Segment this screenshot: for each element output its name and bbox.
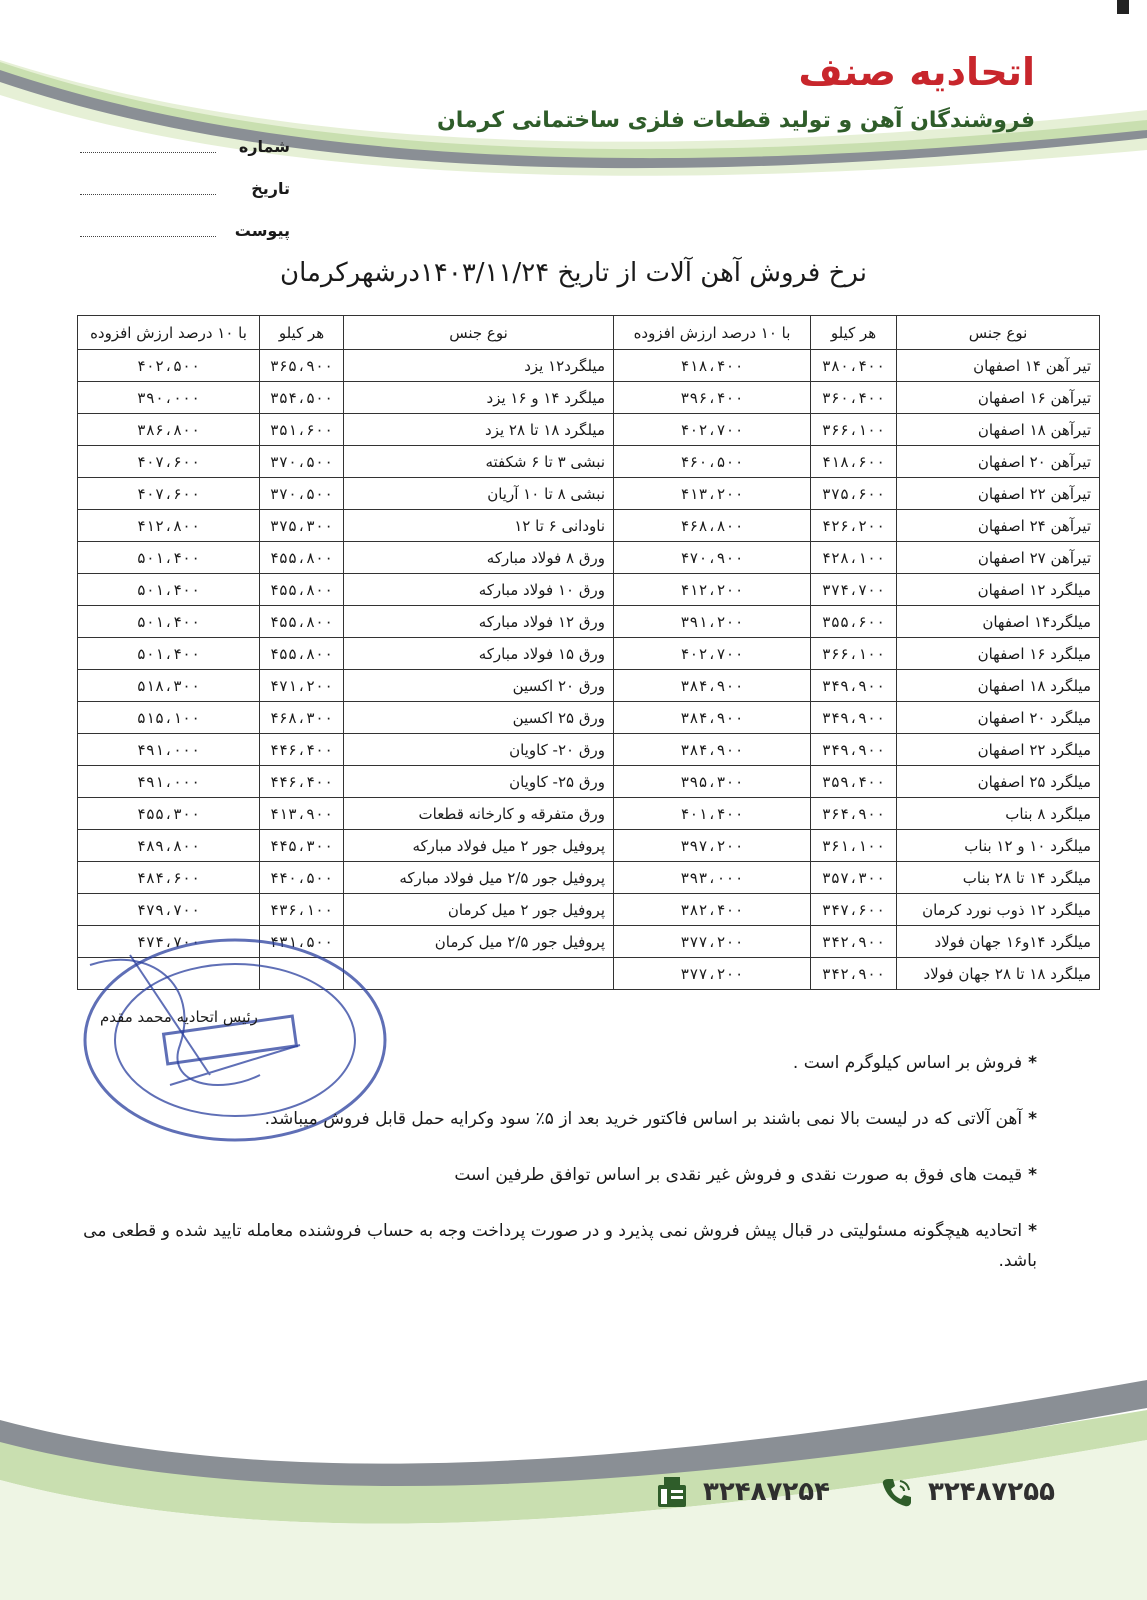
item-name-left: ورق ۲۰- کاویان [344,734,614,766]
col-header-type-right: نوع جنس [897,316,1100,350]
price-per-kilo-right: ۳۴۹،۹۰۰ [811,702,897,734]
price-with-vat-left: ۵۱۸،۳۰۰ [78,670,260,702]
table-row [78,702,1100,734]
item-name-left: پروفیل جور ۲/۵ میل کرمان [344,926,614,958]
signer-name: رئیس اتحادیه محمد مقدم [100,1008,258,1026]
header-swoosh [0,0,1147,200]
price-with-vat-left: ۴۹۱،۰۰۰ [78,734,260,766]
item-name-left: میلگرد۱۲ یزد [344,350,614,382]
col-header-type-left: نوع جنس [344,316,614,350]
date-label: تاریخ [251,178,290,198]
item-name-right: میلگرد ۱۲ ذوب نورد کرمان [897,894,1100,926]
price-per-kilo-right: ۴۱۸،۶۰۰ [811,446,897,478]
fax-contact [655,1472,830,1512]
item-name-right: تیرآهن ۲۷ اصفهان [897,542,1100,574]
item-name-right: تیرآهن ۱۸ اصفهان [897,414,1100,446]
table-row [78,574,1100,606]
price-table [77,315,1100,990]
item-name-left: میلگرد ۱۸ تا ۲۸ یزد [344,414,614,446]
notes-list [77,1048,1037,1302]
table-header-row [78,316,1100,350]
date-field [80,174,290,202]
item-name-right: میلگرد ۱۴ تا ۲۸ بناب [897,862,1100,894]
price-per-kilo-left: ۳۷۰،۵۰۰ [260,446,344,478]
col-header-kilo-left: هر کیلو [260,316,344,350]
price-with-vat-right: ۳۷۷،۲۰۰ [614,926,811,958]
item-name-right: میلگرد ۱۴و۱۶ جهان فولاد [897,926,1100,958]
price-with-vat-right: ۳۸۲،۴۰۰ [614,894,811,926]
price-with-vat-left: ۴۷۹،۷۰۰ [78,894,260,926]
item-name-right: میلگرد ۱۲ اصفهان [897,574,1100,606]
price-per-kilo-right: ۳۴۹،۹۰۰ [811,670,897,702]
item-name-right: میلگرد ۲۵ اصفهان [897,766,1100,798]
price-per-kilo-left: ۳۵۱،۶۰۰ [260,414,344,446]
attachment-line [80,224,216,237]
table-row [78,382,1100,414]
note-text: قیمت های فوق به صورت نقدی و فروش غیر نقدی بر اساس توافق طرفین است [454,1165,1023,1185]
price-with-vat-left: ۵۰۱،۴۰۰ [78,638,260,670]
price-per-kilo-right: ۳۷۴،۷۰۰ [811,574,897,606]
item-name-right: تیر آهن ۱۴ اصفهان [897,350,1100,382]
price-with-vat-right: ۴۷۰،۹۰۰ [614,542,811,574]
price-with-vat-right: ۴۱۳،۲۰۰ [614,478,811,510]
price-with-vat-right: ۳۸۴،۹۰۰ [614,702,811,734]
price-per-kilo-left: ۴۱۳،۹۰۰ [260,798,344,830]
price-per-kilo-right: ۳۷۵،۶۰۰ [811,478,897,510]
item-name-right: تیرآهن ۲۴ اصفهان [897,510,1100,542]
note-item [77,1216,1037,1276]
price-per-kilo-left: ۴۴۶،۴۰۰ [260,734,344,766]
item-name-left: نبشی ۸ تا ۱۰ آریان [344,478,614,510]
price-with-vat-right: ۳۸۴،۹۰۰ [614,670,811,702]
fax-number: ۳۲۴۸۷۲۵۴ [703,1477,830,1507]
org-name: اتحادیه صنف [798,50,1035,94]
price-with-vat-left: ۵۰۱،۴۰۰ [78,542,260,574]
price-per-kilo-left: ۳۵۴،۵۰۰ [260,382,344,414]
price-with-vat-right: ۴۰۲،۷۰۰ [614,638,811,670]
price-per-kilo-left: ۴۶۸،۳۰۰ [260,702,344,734]
item-name-right: میلگرد ۱۸ تا ۲۸ جهان فولاد [897,958,1100,990]
price-per-kilo-left: ۴۵۵،۸۰۰ [260,542,344,574]
price-per-kilo-left: ۴۴۵،۳۰۰ [260,830,344,862]
table-row [78,350,1100,382]
page-title: نرخ فروش آهن آلات از تاریخ ۱۴۰۳/۱۱/۲۴درشهرکرمان [280,258,867,288]
table-row [78,894,1100,926]
price-per-kilo-left: ۳۷۵،۳۰۰ [260,510,344,542]
price-per-kilo-left: ۴۵۵،۸۰۰ [260,574,344,606]
price-with-vat-left: ۴۰۲،۵۰۰ [78,350,260,382]
item-name-left: ورق متفرقه و کارخانه قطعات [344,798,614,830]
price-per-kilo-left: ۳۶۵،۹۰۰ [260,350,344,382]
org-subtitle: فروشندگان آهن و تولید قطعات فلزی ساختمانی کرمان [436,108,1035,133]
price-per-kilo-left: ۴۷۱،۲۰۰ [260,670,344,702]
price-per-kilo-left: ۴۵۵،۸۰۰ [260,638,344,670]
asterisk-icon: * [1028,1109,1037,1129]
price-with-vat-left: ۴۰۷،۶۰۰ [78,446,260,478]
price-per-kilo-right: ۳۶۴،۹۰۰ [811,798,897,830]
attachment-field [80,216,290,244]
item-name-right: میلگرد ۲۰ اصفهان [897,702,1100,734]
price-with-vat-right: ۴۰۲،۷۰۰ [614,414,811,446]
price-per-kilo-right: ۳۶۰،۴۰۰ [811,382,897,414]
item-name-right: تیرآهن ۱۶ اصفهان [897,382,1100,414]
note-text: اتحادیه هیچگونه مسئولیتی در قبال پیش فروش نمی پذیرد و در صورت پرداخت وجه به حساب فروشنده معامله تایید شده و قطعی می باشد. [83,1221,1037,1271]
price-with-vat-left: ۵۰۱،۴۰۰ [78,606,260,638]
number-field [80,132,290,160]
price-per-kilo-right: ۳۴۲،۹۰۰ [811,926,897,958]
price-with-vat-left: ۴۷۴،۷۰۰ [78,926,260,958]
item-name-right: میلگرد ۱۶ اصفهان [897,638,1100,670]
table-row [78,606,1100,638]
item-name-left: پروفیل جور ۲ میل فولاد مبارکه [344,830,614,862]
price-with-vat-left: ۴۸۴،۶۰۰ [78,862,260,894]
price-with-vat-right: ۴۶۸،۸۰۰ [614,510,811,542]
price-with-vat-right: ۳۹۳،۰۰۰ [614,862,811,894]
price-with-vat-left: ۴۹۱،۰۰۰ [78,766,260,798]
note-item [77,1160,1037,1190]
phone-number: ۳۲۴۸۷۲۵۵ [928,1477,1055,1507]
item-name-left: ناودانی ۶ تا ۱۲ [344,510,614,542]
item-name-left: ورق ۲۰ اکسین [344,670,614,702]
price-per-kilo-right: ۳۵۹،۴۰۰ [811,766,897,798]
price-with-vat-right: ۳۹۵،۳۰۰ [614,766,811,798]
price-per-kilo-left: ۴۴۰،۵۰۰ [260,862,344,894]
price-with-vat-right: ۴۰۱،۴۰۰ [614,798,811,830]
item-name-left: ورق ۱۰ فولاد مبارکه [344,574,614,606]
note-text: فروش بر اساس کیلوگرم است . [792,1053,1023,1073]
item-name-left: ورق ۲۵- کاویان [344,766,614,798]
item-name-left: پروفیل جور ۲ میل کرمان [344,894,614,926]
table-row [78,766,1100,798]
item-name-left: ورق ۸ فولاد مبارکه [344,542,614,574]
price-per-kilo-right: ۳۶۶،۱۰۰ [811,414,897,446]
price-with-vat-right: ۴۶۰،۵۰۰ [614,446,811,478]
item-name-right: تیرآهن ۲۲ اصفهان [897,478,1100,510]
asterisk-icon: * [1028,1165,1037,1185]
price-with-vat-left: ۵۰۱،۴۰۰ [78,574,260,606]
table-row [78,862,1100,894]
number-line [80,140,216,153]
fax-icon [655,1475,689,1509]
price-with-vat-left: ۵۱۵،۱۰۰ [78,702,260,734]
table-row [78,510,1100,542]
price-with-vat-left: ۴۸۹،۸۰۰ [78,830,260,862]
corner-mark [1117,0,1129,14]
price-with-vat-left: ۴۱۲،۸۰۰ [78,510,260,542]
item-name-left: ورق ۲۵ اکسین [344,702,614,734]
price-per-kilo-left: ۴۵۵،۸۰۰ [260,606,344,638]
note-item [77,1104,1037,1134]
price-with-vat-right: ۳۸۴،۹۰۰ [614,734,811,766]
item-name-left: نبشی ۳ تا ۶ شکفته [344,446,614,478]
price-with-vat-right: ۳۹۶،۴۰۰ [614,382,811,414]
price-with-vat-left: ۴۰۷،۶۰۰ [78,478,260,510]
price-per-kilo-right: ۳۶۱،۱۰۰ [811,830,897,862]
col-header-kilo-right: هر کیلو [811,316,897,350]
price-per-kilo-left: ۴۳۶،۱۰۰ [260,894,344,926]
asterisk-icon: * [1028,1053,1037,1073]
note-item [77,1048,1037,1078]
item-name-right: میلگرد ۱۰ و ۱۲ بناب [897,830,1100,862]
price-per-kilo-right: ۳۴۷،۶۰۰ [811,894,897,926]
table-row [78,478,1100,510]
item-name-right: میلگرد ۸ بناب [897,798,1100,830]
col-header-vat-left: با ۱۰ درصد ارزش افزوده [78,316,260,350]
item-name-left: میلگرد ۱۴ و ۱۶ یزد [344,382,614,414]
item-name-right: تیرآهن ۲۰ اصفهان [897,446,1100,478]
item-name-right: میلگرد۱۴ اصفهان [897,606,1100,638]
price-with-vat-right: ۳۹۷،۲۰۰ [614,830,811,862]
item-name-left: پروفیل جور ۲/۵ میل فولاد مبارکه [344,862,614,894]
item-name-right: میلگرد ۱۸ اصفهان [897,670,1100,702]
item-name-right: میلگرد ۲۲ اصفهان [897,734,1100,766]
number-label: شماره [238,136,290,156]
table-row [78,798,1100,830]
price-per-kilo-left: ۴۴۶،۴۰۰ [260,766,344,798]
price-per-kilo-right: ۳۴۲،۹۰۰ [811,958,897,990]
attachment-label: پیوست [234,220,290,240]
price-with-vat-right: ۳۹۱،۲۰۰ [614,606,811,638]
item-name-left: ورق ۱۲ فولاد مبارکه [344,606,614,638]
table-row [78,638,1100,670]
price-with-vat-left: ۳۸۶،۸۰۰ [78,414,260,446]
price-per-kilo-right: ۳۵۵،۶۰۰ [811,606,897,638]
phone-icon [880,1475,914,1509]
table-row [78,414,1100,446]
price-per-kilo-left: ۴۳۱،۵۰۰ [260,926,344,958]
price-per-kilo-right: ۳۸۰،۴۰۰ [811,350,897,382]
price-with-vat-left: ۳۹۰،۰۰۰ [78,382,260,414]
price-per-kilo-right: ۴۲۸،۱۰۰ [811,542,897,574]
price-with-vat-right: ۴۱۲،۲۰۰ [614,574,811,606]
table-row [78,830,1100,862]
note-text: آهن آلاتی که در لیست بالا نمی باشند بر اساس فاکتور خرید بعد از ۵٪ سود وکرایه حمل قابل فروش میباشد. [264,1109,1023,1129]
price-per-kilo-right: ۳۵۷،۳۰۰ [811,862,897,894]
date-line [80,182,216,195]
price-per-kilo-right: ۳۶۶،۱۰۰ [811,638,897,670]
item-name-left: ورق ۱۵ فولاد مبارکه [344,638,614,670]
table-row [78,734,1100,766]
table-row [78,446,1100,478]
price-with-vat-right: ۳۷۷،۲۰۰ [614,958,811,990]
price-with-vat-left: ۴۵۵،۳۰۰ [78,798,260,830]
price-per-kilo-right: ۳۴۹،۹۰۰ [811,734,897,766]
table-row [78,542,1100,574]
price-per-kilo-right: ۴۲۶،۲۰۰ [811,510,897,542]
price-per-kilo-left: ۳۷۰،۵۰۰ [260,478,344,510]
asterisk-icon: * [1028,1221,1037,1241]
price-with-vat-right: ۴۱۸،۴۰۰ [614,350,811,382]
table-row [78,670,1100,702]
phone-contact [880,1472,1055,1512]
col-header-vat-right: با ۱۰ درصد ارزش افزوده [614,316,811,350]
